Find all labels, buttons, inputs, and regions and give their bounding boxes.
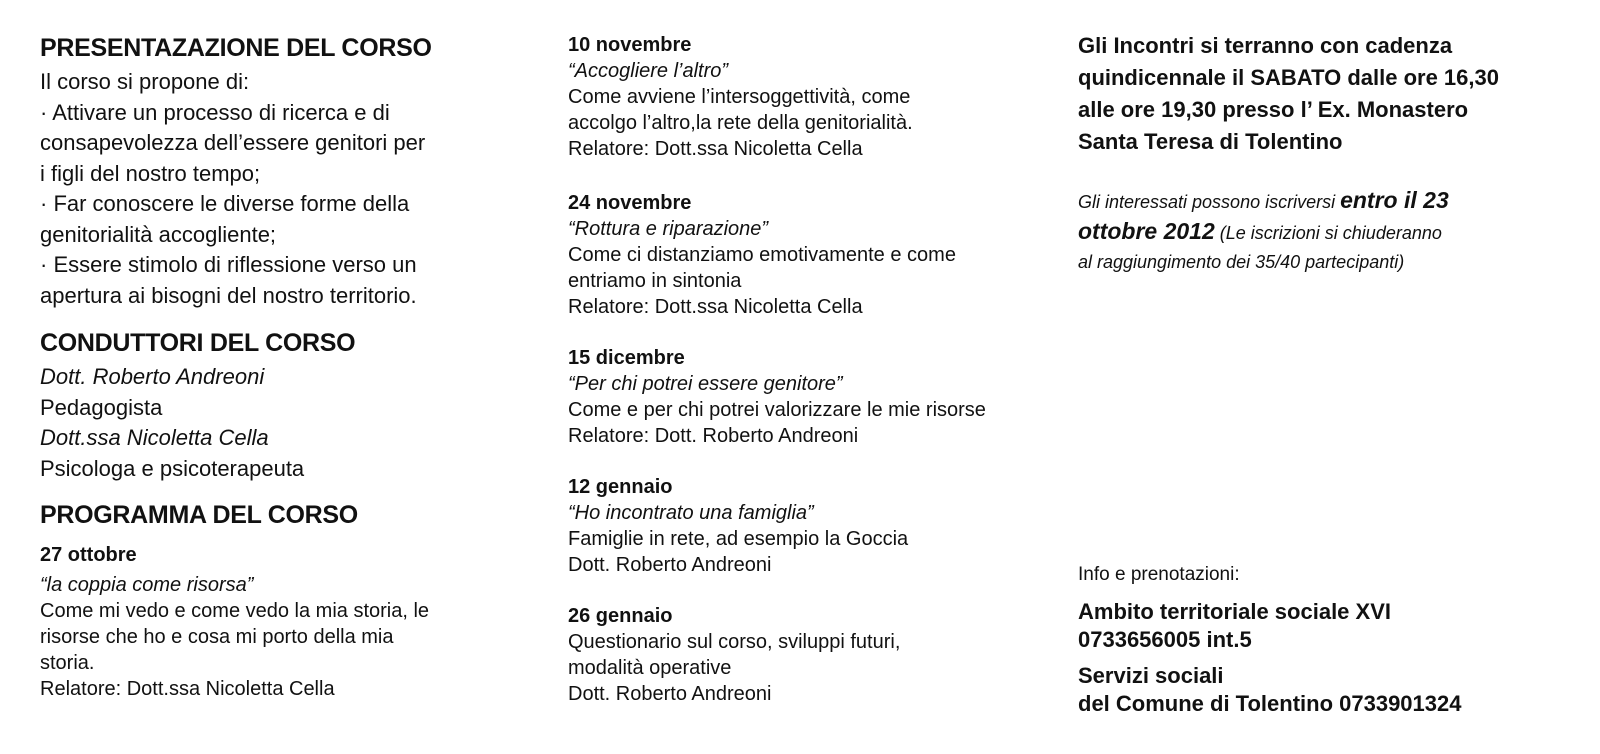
intro-text: Il corso si propone di: [40, 69, 250, 94]
contact-line: Ambito territoriale sociale XVI [1078, 599, 1391, 624]
section-heading: CONDUTTORI DEL CORSO [40, 329, 356, 357]
registration-line [1078, 217, 1578, 248]
session-line: Relatore: Dott.ssa Nicoletta Cella [40, 678, 335, 700]
session-date: 12 gennaio [568, 476, 673, 498]
contact-line: 0733656005 int.5 [1078, 627, 1252, 652]
deadline-text: ottobre 2012 [1078, 218, 1215, 244]
session-block [40, 542, 510, 702]
session-block [568, 474, 1048, 578]
session-date: 15 dicembre [568, 347, 685, 369]
session-line: Questionario sul corso, sviluppi futuri, [568, 631, 901, 653]
session-date: 10 novembre [568, 34, 692, 56]
iscrizioni-note [1078, 186, 1578, 277]
schedule-line: Santa Teresa di Tolentino [1078, 129, 1343, 154]
session-date: 24 novembre [568, 192, 692, 214]
info-label: Info e prenotazioni: [1078, 564, 1240, 585]
session-line: Dott. Roberto Andreoni [568, 554, 772, 576]
conduttori-section [40, 328, 510, 484]
objective-line: · Far conoscere le diverse forme della [40, 191, 410, 216]
session-title: “la coppia come risorsa” [40, 574, 254, 596]
objective-line: · Attivare un processo di ricerca e di [40, 99, 390, 125]
session-date: 26 gennaio [568, 605, 673, 627]
session-title: “Ho incontrato una famiglia” [568, 502, 814, 524]
session-title: “Per chi potrei essere genitore” [568, 373, 843, 395]
section-heading: PRESENTAZAZIONE DEL CORSO [40, 34, 432, 62]
objective-line: consapevolezza dell’essere genitori per [40, 130, 426, 155]
session-title: “Accogliere l’altro” [568, 60, 729, 82]
schedule-line: quindicennale il SABATO dalle ore 16,30 [1078, 65, 1499, 90]
session-block [568, 345, 1048, 449]
programma-section [40, 500, 510, 702]
session-line: risorse che ho e cosa mi porto della mia [40, 626, 394, 648]
session-line: Come avviene l’intersoggettività, come [568, 86, 911, 108]
registration-line: al raggiungimento dei 35/40 partecipanti) [1078, 252, 1405, 272]
session-line: accolgo l’altro,la rete della genitorialità. [568, 112, 913, 134]
session-line: Relatore: Dott.ssa Nicoletta Cella [568, 138, 863, 160]
session-line: entriamo in sintonia [568, 270, 742, 292]
session-line: Relatore: Dott.ssa Nicoletta Cella [568, 296, 863, 318]
session-line: Famiglie in rete, ad esempio la Goccia [568, 528, 909, 550]
conductor-name: Dott. Roberto Andreoni [40, 364, 265, 389]
incontri-block [1078, 30, 1578, 158]
session-line: Come ci distanziamo emotivamente e come [568, 244, 956, 266]
contact-line: del Comune di Tolentino 0733901324 [1078, 691, 1462, 716]
registration-paren: (Le iscrizioni si chiuderanno [1214, 223, 1442, 243]
session-date: 27 ottobre [40, 544, 137, 566]
conductor-role: Pedagogista [40, 394, 163, 420]
info-block [1078, 562, 1578, 718]
presentazione-section [40, 33, 510, 311]
session-line: Come e per chi potrei valorizzare le mie risorse [568, 399, 986, 421]
contact-line: Servizi sociali [1078, 663, 1224, 688]
registration-lead: Gli interessati possono iscriversi [1078, 192, 1341, 212]
registration-line [1078, 186, 1578, 217]
session-line: Dott. Roberto Andreoni [568, 683, 772, 705]
objective-line: · Essere stimolo di riflessione verso un [40, 252, 417, 277]
session-title: “Rottura e riparazione” [568, 218, 769, 240]
deadline-text: entro il 23 [1340, 187, 1449, 213]
session-block [568, 32, 1048, 162]
objective-line: genitorialità accogliente; [40, 221, 277, 247]
session-line: modalità operative [568, 657, 732, 679]
objective-line: i figli del nostro tempo; [40, 160, 261, 186]
objective-line: apertura ai bisogni del nostro territorio. [40, 282, 417, 308]
session-line: storia. [40, 652, 95, 674]
conductor-name: Dott.ssa Nicoletta Cella [40, 425, 269, 450]
session-line: Relatore: Dott. Roberto Andreoni [568, 425, 859, 447]
schedule-line: alle ore 19,30 presso l’ Ex. Monastero [1078, 97, 1469, 122]
session-line: Come mi vedo e come vedo la mia storia, le [40, 600, 430, 622]
section-heading: PROGRAMMA DEL CORSO [40, 501, 358, 529]
schedule-line: Gli Incontri si terranno con cadenza [1078, 33, 1453, 58]
conductor-role: Psicologa e psicoterapeuta [40, 455, 305, 481]
session-block [568, 190, 1048, 320]
session-block [568, 603, 1048, 707]
